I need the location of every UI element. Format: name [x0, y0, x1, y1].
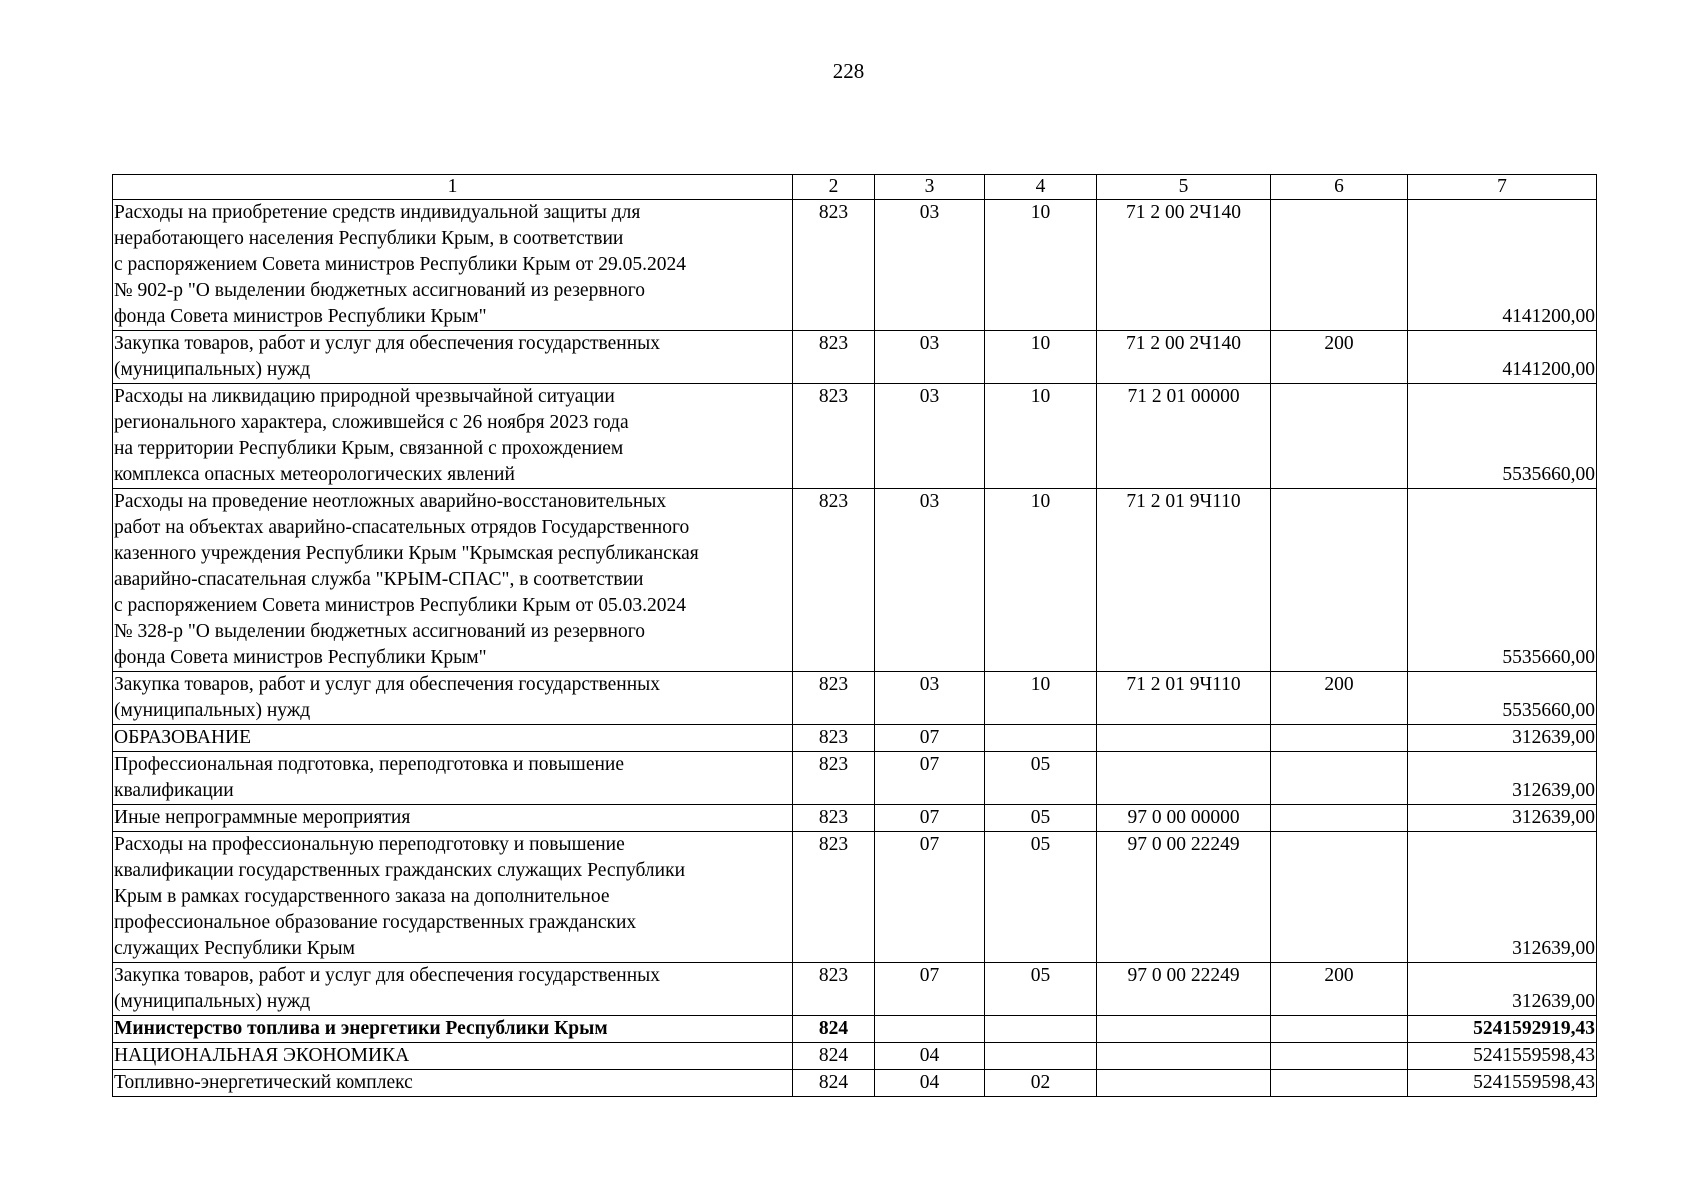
- row-target-item-cell: 97 0 00 22249: [1097, 963, 1271, 1016]
- row-name-cell: Закупка товаров, работ и услуг для обеспечения государственных (муниципальных) нужд: [113, 963, 793, 1016]
- row-name-cell: Иные непрограммные мероприятия: [113, 805, 793, 832]
- row-subsection-cell: 02: [985, 1070, 1097, 1097]
- row-section-cell: 07: [875, 832, 985, 963]
- row-target-item-cell: [1097, 1043, 1271, 1070]
- row-section-cell: 03: [875, 672, 985, 725]
- row-target-item-cell: 71 2 00 2Ч140: [1097, 200, 1271, 331]
- row-amount-cell: 312639,00: [1408, 963, 1597, 1016]
- row-admin-code-cell: 823: [793, 331, 875, 384]
- table-row: [113, 489, 1597, 672]
- row-expense-type-cell: [1271, 805, 1408, 832]
- row-name-cell: Закупка товаров, работ и услуг для обеспечения государственных (муниципальных) нужд: [113, 672, 793, 725]
- row-amount-cell: 312639,00: [1408, 752, 1597, 805]
- row-name-cell: Закупка товаров, работ и услуг для обеспечения государственных (муниципальных) нужд: [113, 331, 793, 384]
- row-target-item-cell: [1097, 1016, 1271, 1043]
- row-amount-cell: 312639,00: [1408, 832, 1597, 963]
- row-name-cell: НАЦИОНАЛЬНАЯ ЭКОНОМИКА: [113, 1043, 793, 1070]
- row-admin-code-cell: 823: [793, 384, 875, 489]
- row-section-cell: 03: [875, 200, 985, 331]
- row-subsection-cell: [985, 1043, 1097, 1070]
- row-expense-type-cell: [1271, 832, 1408, 963]
- row-target-item-cell: 71 2 00 2Ч140: [1097, 331, 1271, 384]
- header-col-2: 2: [793, 175, 875, 200]
- row-expense-type-cell: [1271, 725, 1408, 752]
- row-expense-type-cell: 200: [1271, 672, 1408, 725]
- row-amount-cell: 5241592919,43: [1408, 1016, 1597, 1043]
- table-row: [113, 384, 1597, 489]
- row-subsection-cell: 10: [985, 384, 1097, 489]
- row-name-cell: Расходы на проведение неотложных аварийно-восстановительных работ на объектах аварийно-спасательных отрядов Государственного казенного учреждения Республики Крым "Крымская республиканская аварийно-спасательная служба "КРЫМ-СПАС", в соответствии с распоряжением Совета министров Республики Крым от 05.03.2024 № 328-р "О выделении бюджетных ассигнований из резервного фонда Совета министров Республики Крым": [113, 489, 793, 672]
- row-section-cell: 03: [875, 331, 985, 384]
- budget-table: [112, 174, 1597, 1097]
- row-subsection-cell: 10: [985, 331, 1097, 384]
- page-number: 228: [832, 59, 865, 83]
- row-target-item-cell: 71 2 01 00000: [1097, 384, 1271, 489]
- row-section-cell: 04: [875, 1043, 985, 1070]
- row-expense-type-cell: [1271, 200, 1408, 331]
- table-row: [113, 1016, 1597, 1043]
- row-expense-type-cell: [1271, 1016, 1408, 1043]
- row-subsection-cell: 10: [985, 672, 1097, 725]
- row-target-item-cell: 71 2 01 9Ч110: [1097, 672, 1271, 725]
- row-name-cell: Профессиональная подготовка, переподготовка и повышение квалификации: [113, 752, 793, 805]
- row-admin-code-cell: 823: [793, 672, 875, 725]
- table-row: [113, 805, 1597, 832]
- table-row: [113, 832, 1597, 963]
- row-amount-cell: 312639,00: [1408, 725, 1597, 752]
- row-amount-cell: 5535660,00: [1408, 672, 1597, 725]
- row-section-cell: 07: [875, 725, 985, 752]
- row-expense-type-cell: [1271, 1070, 1408, 1097]
- row-expense-type-cell: [1271, 384, 1408, 489]
- row-expense-type-cell: [1271, 1043, 1408, 1070]
- row-admin-code-cell: 823: [793, 963, 875, 1016]
- header-col-5: 5: [1097, 175, 1271, 200]
- row-section-cell: 07: [875, 805, 985, 832]
- row-expense-type-cell: 200: [1271, 963, 1408, 1016]
- row-admin-code-cell: 823: [793, 725, 875, 752]
- table-row: [113, 963, 1597, 1016]
- row-section-cell: 03: [875, 384, 985, 489]
- row-name-cell: Расходы на ликвидацию природной чрезвычайной ситуации регионального характера, сложившейся с 26 ноября 2023 года на территории Республики Крым, связанной с прохождением комплекса опасных метеорологических явлений: [113, 384, 793, 489]
- row-name-cell: Министерство топлива и энергетики Республики Крым: [113, 1016, 793, 1043]
- row-amount-cell: 5241559598,43: [1408, 1043, 1597, 1070]
- row-target-item-cell: [1097, 752, 1271, 805]
- row-admin-code-cell: 823: [793, 200, 875, 331]
- row-subsection-cell: 10: [985, 200, 1097, 331]
- row-subsection-cell: 05: [985, 805, 1097, 832]
- row-amount-cell: 5241559598,43: [1408, 1070, 1597, 1097]
- row-amount-cell: 4141200,00: [1408, 200, 1597, 331]
- table-row: [113, 200, 1597, 331]
- row-amount-cell: 4141200,00: [1408, 331, 1597, 384]
- table-row: [113, 752, 1597, 805]
- row-admin-code-cell: 824: [793, 1016, 875, 1043]
- table-row: [113, 1070, 1597, 1097]
- row-target-item-cell: 71 2 01 9Ч110: [1097, 489, 1271, 672]
- row-amount-cell: 312639,00: [1408, 805, 1597, 832]
- row-admin-code-cell: 824: [793, 1070, 875, 1097]
- row-subsection-cell: 05: [985, 832, 1097, 963]
- row-admin-code-cell: 823: [793, 752, 875, 805]
- table-row: [113, 725, 1597, 752]
- row-target-item-cell: 97 0 00 22249: [1097, 832, 1271, 963]
- row-target-item-cell: [1097, 725, 1271, 752]
- row-amount-cell: 5535660,00: [1408, 489, 1597, 672]
- row-target-item-cell: [1097, 1070, 1271, 1097]
- row-amount-cell: 5535660,00: [1408, 384, 1597, 489]
- row-admin-code-cell: 823: [793, 489, 875, 672]
- row-subsection-cell: [985, 725, 1097, 752]
- row-subsection-cell: 10: [985, 489, 1097, 672]
- row-section-cell: 03: [875, 489, 985, 672]
- table-row: [113, 1043, 1597, 1070]
- row-section-cell: [875, 1016, 985, 1043]
- row-expense-type-cell: [1271, 489, 1408, 672]
- table-row: [113, 672, 1597, 725]
- header-col-6: 6: [1271, 175, 1408, 200]
- row-name-cell: Расходы на профессиональную переподготовку и повышение квалификации государственных гражданских служащих Республики Крым в рамках государственного заказа на дополнительное профессиональное образование государственных гражданских служащих Республики Крым: [113, 832, 793, 963]
- row-target-item-cell: 97 0 00 00000: [1097, 805, 1271, 832]
- table-header-row: [113, 175, 1597, 200]
- row-admin-code-cell: 823: [793, 805, 875, 832]
- row-subsection-cell: [985, 1016, 1097, 1043]
- table-row: [113, 331, 1597, 384]
- table-body: [113, 175, 1597, 1097]
- row-section-cell: 07: [875, 963, 985, 1016]
- row-name-cell: Расходы на приобретение средств индивидуальной защиты для неработающего населения Республики Крым, в соответствии с распоряжением Совета министров Республики Крым от 29.05.2024 № 902-р "О выделении бюджетных ассигнований из резервного фонда Совета министров Республики Крым": [113, 200, 793, 331]
- header-col-3: 3: [875, 175, 985, 200]
- row-name-cell: Топливно-энергетический комплекс: [113, 1070, 793, 1097]
- header-col-1: 1: [113, 175, 793, 200]
- row-admin-code-cell: 823: [793, 832, 875, 963]
- row-admin-code-cell: 824: [793, 1043, 875, 1070]
- header-col-7: 7: [1408, 175, 1597, 200]
- row-section-cell: 07: [875, 752, 985, 805]
- row-subsection-cell: 05: [985, 752, 1097, 805]
- row-subsection-cell: 05: [985, 963, 1097, 1016]
- row-expense-type-cell: [1271, 752, 1408, 805]
- row-section-cell: 04: [875, 1070, 985, 1097]
- header-col-4: 4: [985, 175, 1097, 200]
- row-name-cell: ОБРАЗОВАНИЕ: [113, 725, 793, 752]
- row-expense-type-cell: 200: [1271, 331, 1408, 384]
